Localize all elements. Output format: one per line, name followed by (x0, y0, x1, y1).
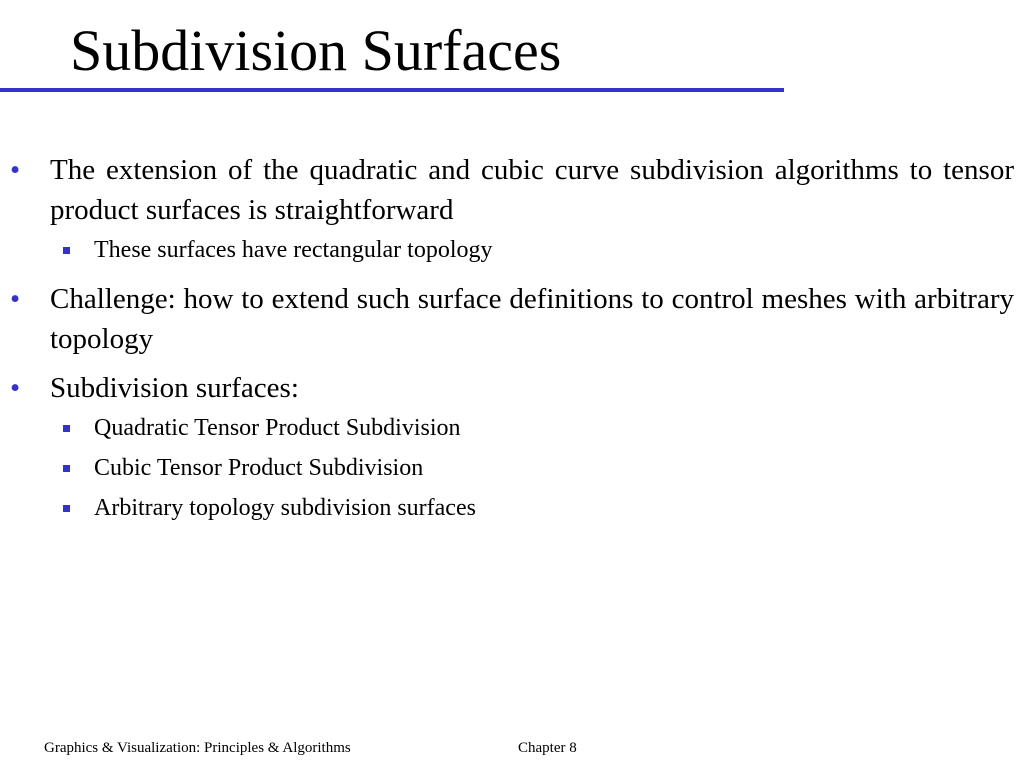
slide-title: Subdivision Surfaces (70, 18, 562, 83)
title-underline (0, 88, 784, 92)
sub-bullet-item (0, 488, 1014, 528)
bullet-item (0, 150, 1014, 230)
sub-bullet-text: Quadratic Tensor Product Subdivision (94, 415, 461, 441)
bullet-item (0, 368, 1014, 408)
bullet-text: Subdivision surfaces: (50, 372, 299, 404)
footer-course-title: Graphics & Visualization: Principles & Algorithms (44, 740, 351, 756)
footer-chapter: Chapter 8 (518, 740, 577, 756)
bullet-dot-icon: • (10, 154, 21, 186)
sub-bullet-text: These surfaces have rectangular topology (94, 237, 493, 263)
sub-bullet-text: Arbitrary topology subdivision surfaces (94, 495, 476, 521)
square-bullet-icon (63, 425, 70, 432)
bullet-text: The extension of the quadratic and cubic curve subdivision algorithms to tensor product surfaces is straightforward (50, 154, 1014, 226)
square-bullet-icon (63, 505, 70, 512)
sub-bullet-text: Cubic Tensor Product Subdivision (94, 455, 424, 481)
bullet-dot-icon: • (10, 372, 21, 404)
bullet-list (0, 150, 1014, 528)
square-bullet-icon (63, 465, 70, 472)
bullet-item (0, 279, 1014, 359)
sub-bullet-item (0, 408, 1014, 448)
sub-bullet-item (0, 230, 1014, 270)
bullet-dot-icon: • (10, 283, 21, 315)
sub-bullet-item (0, 448, 1014, 488)
square-bullet-icon (63, 247, 70, 254)
bullet-text: Challenge: how to extend such surface definitions to control meshes with arbitrary topology (50, 283, 1014, 355)
